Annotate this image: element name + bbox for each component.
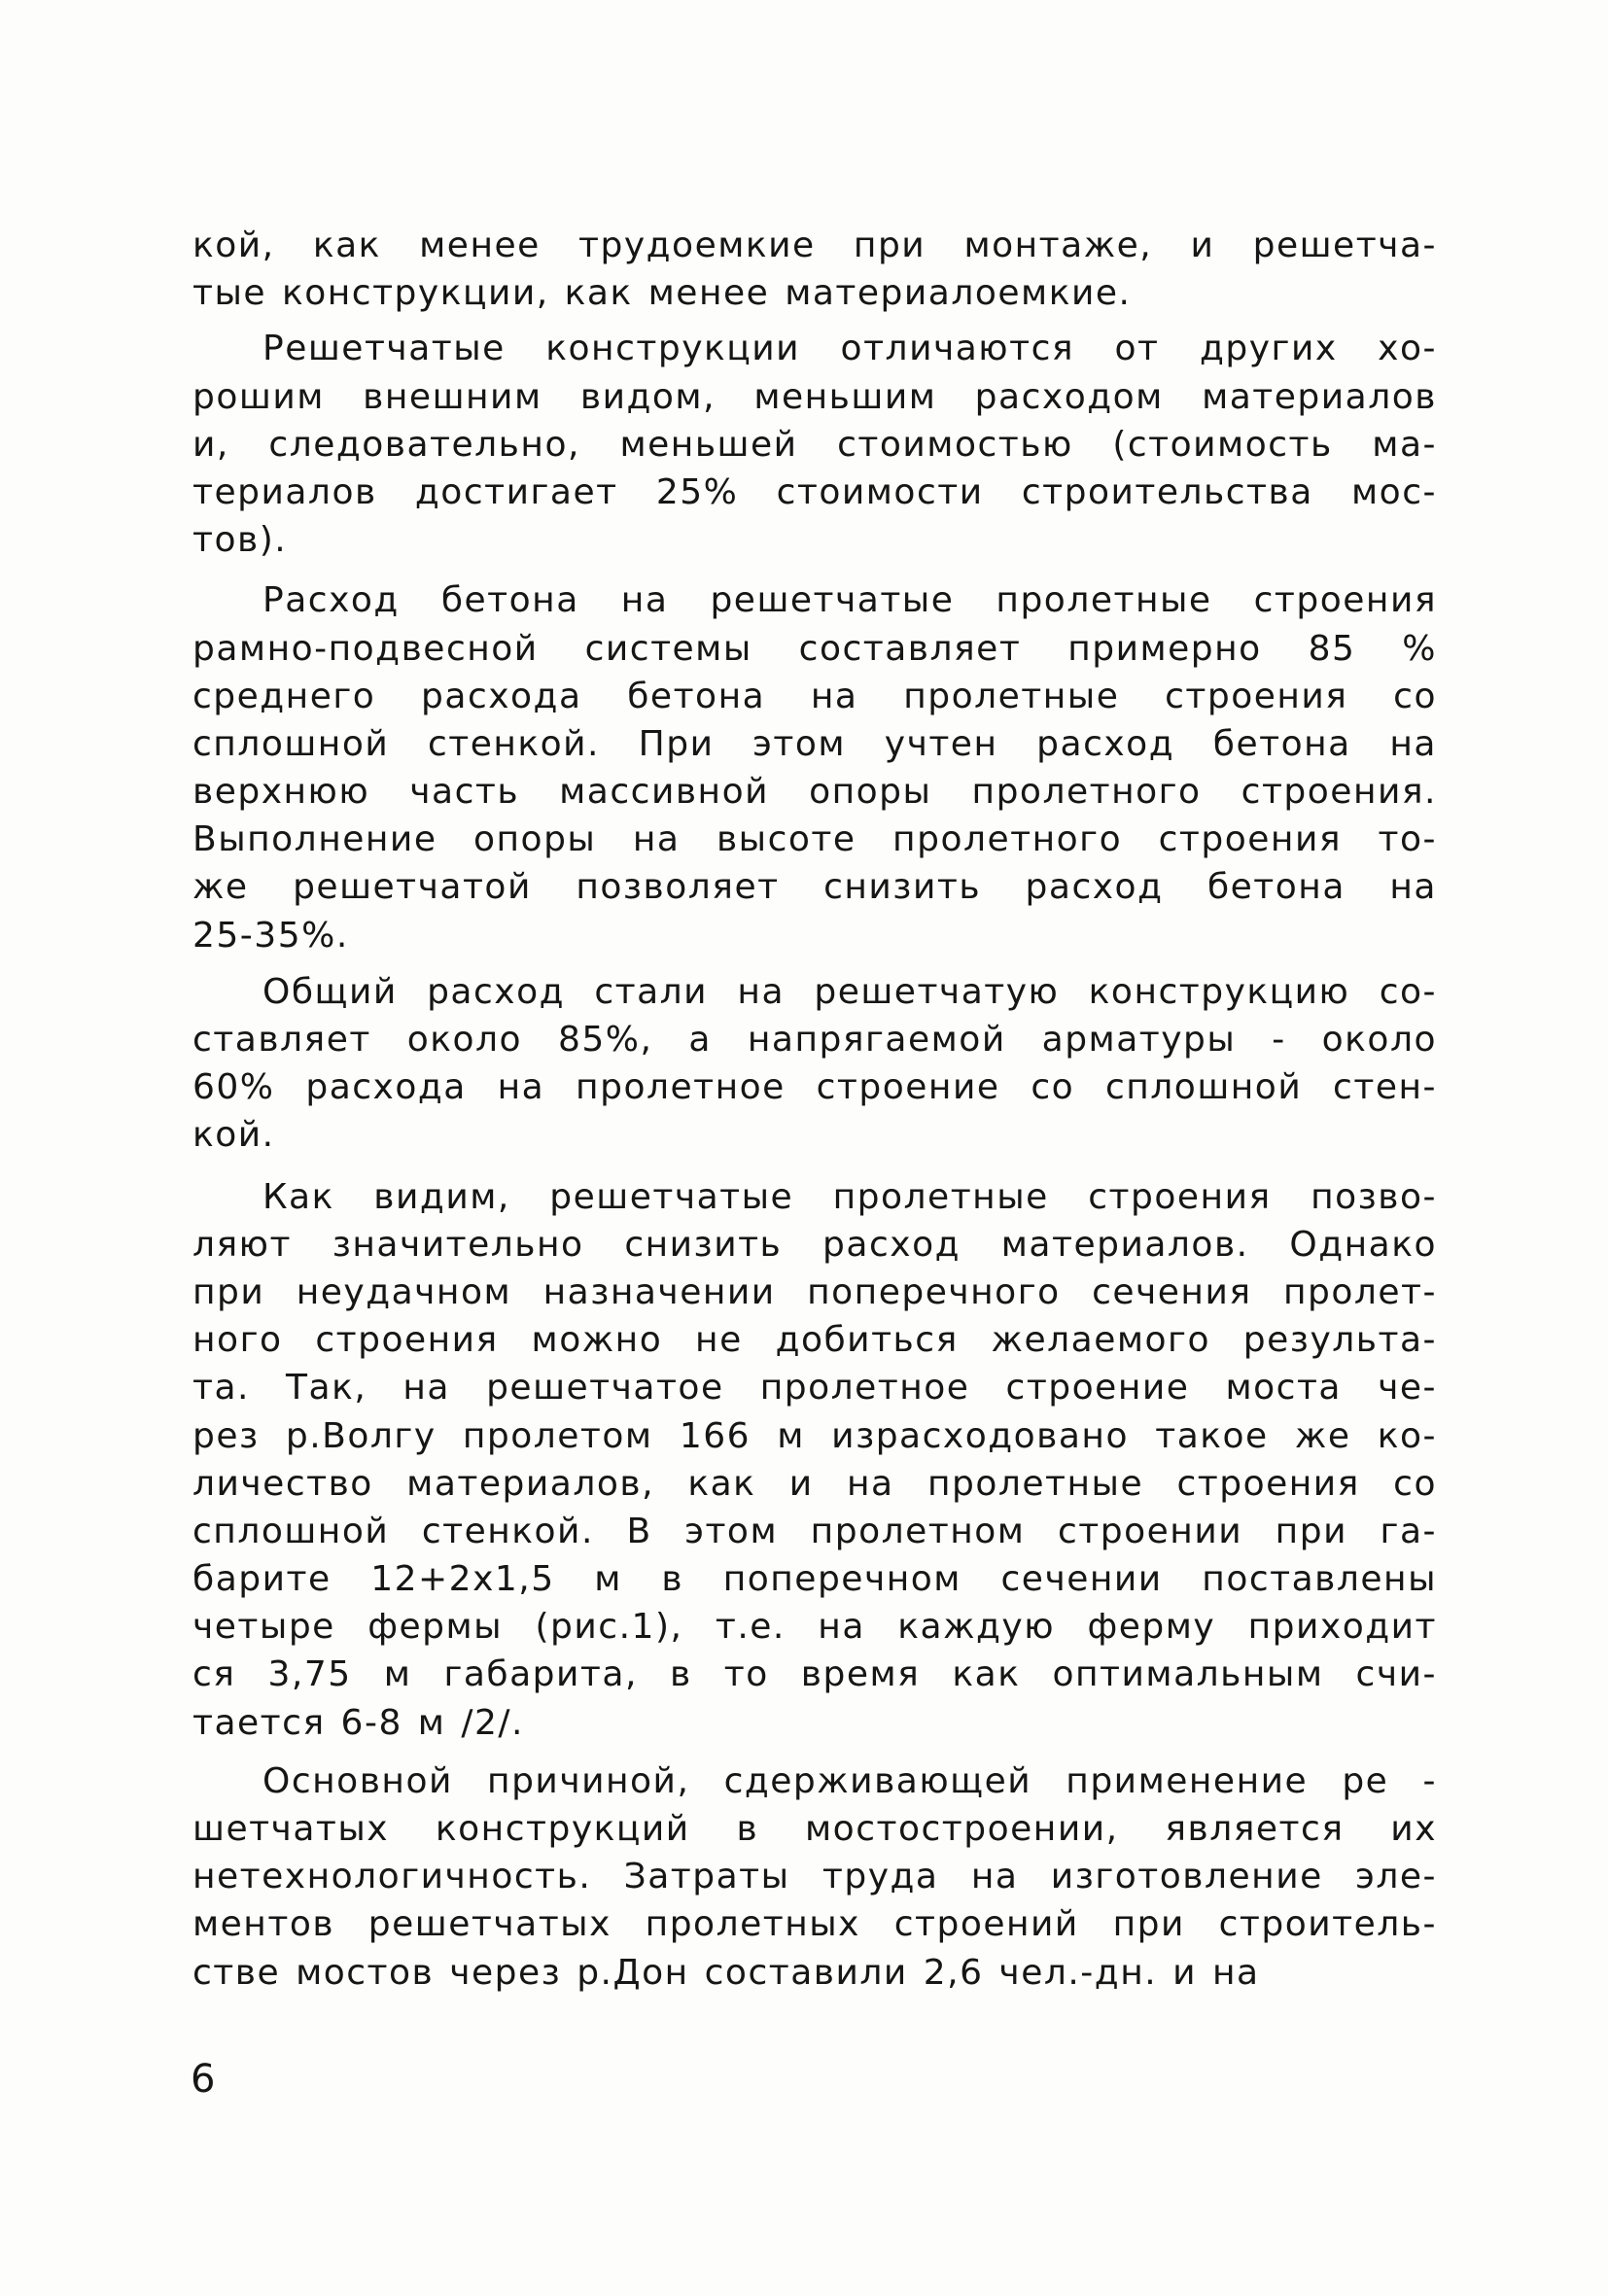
paragraph (192, 576, 1437, 959)
text-line: Как видим, решетчатые пролетные строения позво- (262, 1176, 1437, 1217)
paragraph (192, 222, 1437, 317)
text-line: Расход бетона на решетчатые пролетные строения (262, 580, 1437, 621)
text-line: ставляет около 85%, а напрягаемой арматуры - около (192, 1020, 1437, 1060)
text-line: ляют значительно снизить расход материалов. Однако (192, 1224, 1437, 1265)
text-line: Общий расход стали на решетчатую конструкцию со- (262, 971, 1437, 1012)
page-number: 6 (191, 2057, 217, 2102)
text-line: сплошной стенкой. В этом пролетном строении при га- (192, 1511, 1437, 1551)
paragraph (192, 1173, 1437, 1747)
paragraph (192, 1757, 1437, 1997)
text-line: ного строения можно не добиться желаемого результа- (192, 1320, 1437, 1361)
text-line: при неудачном назначении поперечного сечения пролет- (192, 1271, 1437, 1312)
text-line: Основной причиной, сдерживающей применение ре - (262, 1760, 1437, 1801)
text-line: кой, как менее трудоемкие при монтаже, и решетча- (192, 226, 1437, 265)
text-line: тов). (192, 520, 288, 561)
text-line: и, следовательно, меньшей стоимостью (стоимость ма- (192, 424, 1437, 465)
text-line: кой. (192, 1115, 275, 1156)
text-line: четыре фермы (рис.1), т.е. на каждую ферму приходит (192, 1607, 1437, 1648)
text-line: та. Так, на решетчатое пролетное строение моста че- (192, 1368, 1437, 1409)
text-line: рошим внешним видом, меньшим расходом материалов (192, 376, 1437, 417)
text-line: ся 3,75 м габарита, в то время как оптимальным счи- (192, 1654, 1437, 1695)
text-line: личество материалов, как и на пролетные строения со (192, 1463, 1437, 1504)
text-line: же решетчатой позволяет снизить расход бетона на (192, 867, 1437, 908)
text-line: териалов достигает 25% стоимости строительства мос- (192, 471, 1437, 512)
text-line: рамно-подвесной системы составляет примерно 85 % (192, 628, 1437, 669)
text-line: шетчатых конструкций в мостостроении, является их (192, 1809, 1437, 1849)
text-line: стве мостов через р.Дон составили 2,6 чел.-дн. и на (192, 1952, 1260, 1993)
text-line: сплошной стенкой. При этом учтен расход бетона на (192, 723, 1437, 764)
text-line: барите 12+2х1,5 м в поперечном сечении поставлены (192, 1559, 1437, 1600)
text-line: Выполнение опоры на высоте пролетного строения то- (192, 819, 1437, 860)
text-line: нетехнологичность. Затраты труда на изготовление эле- (192, 1857, 1437, 1897)
paragraph (192, 968, 1437, 1160)
body-text (192, 222, 1437, 1997)
text-line: верхнюю часть массивной опоры пролетного строения. (192, 772, 1437, 813)
text-line: 60% расхода на пролетное строение со сплошной стен- (192, 1067, 1437, 1108)
text-line: Решетчатые конструкции отличаются от других хо- (262, 329, 1437, 369)
text-line: ментов решетчатых пролетных строений при строитель- (192, 1904, 1437, 1945)
text-line: среднего расхода бетона на пролетные строения со (192, 676, 1437, 716)
text-line: 25-35%. (192, 915, 349, 956)
text-line: рез р.Волгу пролетом 166 м израсходовано такое же ко- (192, 1415, 1437, 1456)
paragraph (192, 325, 1437, 564)
text-line: тые конструкции, как менее материалоемкие. (192, 273, 1132, 314)
text-line: тается 6-8 м /2/. (192, 1702, 524, 1743)
